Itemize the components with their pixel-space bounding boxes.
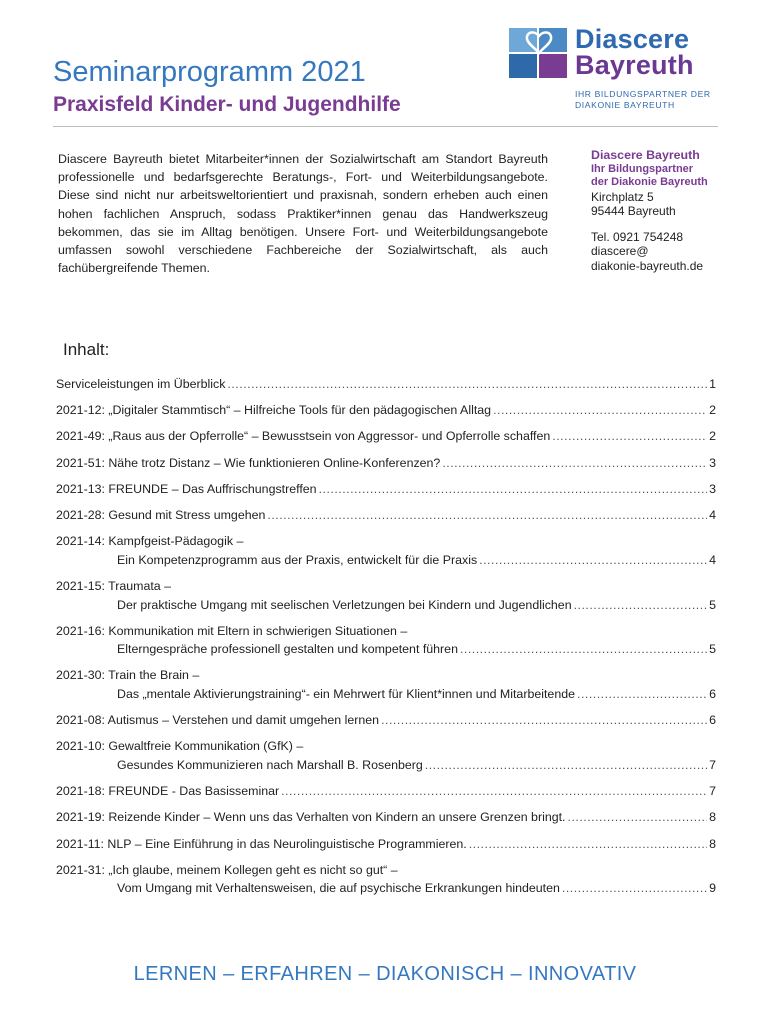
table-of-contents [56,375,716,906]
toc-entry[interactable] [56,506,716,525]
toc-entry-title: 2021-12: „Digitaler Stammtisch“ – Hilfreiche Tools für den pädagogischen Alltag [56,403,492,418]
toc-leader-dots [425,756,707,775]
toc-entry[interactable] [56,532,716,569]
toc-page-number: 3 [709,455,716,470]
toc-page-number: 4 [709,507,716,522]
footer-slogan: LERNEN – ERFAHREN – DIAKONISCH – INNOVATIV [133,963,637,985]
toc-entry[interactable] [56,622,716,659]
toc-entry[interactable] [56,666,716,703]
toc-page-number: 2 [709,403,716,418]
toc-page-number: 8 [709,836,716,851]
toc-leader-dots [574,596,708,615]
toc-page-number: 8 [709,810,716,825]
toc-entry-title: 2021-49: „Raus aus der Opferrolle“ – Bewusstsein von Aggressor- und Opferrolle schaffen [56,429,551,444]
toc-entry-title: 2021-18: FREUNDE - Das Basisseminar [56,784,280,799]
toc-leader-dots [227,375,707,394]
toc-entry-subtitle: Gesundes Kommunizieren nach Marshall B. Rosenberg [117,758,423,773]
toc-leader-dots [562,879,707,898]
toc-entry-subtitle: Vom Umgang mit Verhaltensweisen, die auf psychische Erkrankungen hindeuten [117,881,560,896]
toc-entry-subtitle: Der praktische Umgang mit seelischen Verletzungen bei Kindern und Jugendlichen [117,597,572,612]
toc-page-number: 4 [709,552,716,567]
toc-entry[interactable] [56,454,716,473]
toc-entry[interactable] [56,835,716,854]
toc-leader-dots [442,454,707,473]
contact-phone: Tel. 0921 754248 [591,229,684,244]
toc-entry-title: 2021-13: FREUNDE – Das Auffrischungstreffen [56,481,317,496]
toc-leader-dots [469,835,707,854]
logo-name-line1: Diascere [575,24,690,54]
contact-email-line2: diakonie-bayreuth.de [591,258,704,273]
toc-leader-dots [568,808,708,827]
toc-heading: Inhalt: [63,340,110,359]
toc-entry-title: 2021-08: Autismus – Verstehen und damit umgehen lernen [56,713,380,728]
intro-paragraph: Diascere Bayreuth bietet Mitarbeiter*innen der Sozialwirtschaft am Standort Bayreuth professionelle und bedarfsgerechte Beratungs-, Fort- und Weiterbildungsangebote. Diese sind nicht nur arbeitsweltorientiert und praxisnah, sondern erheben auch einen hohen fachlichen Anspruch, sodass Praktiker*innen genau das Handwerkszeug bekommen, das sie im Alltag benötigen. Unsere Fort- und Weiterbildungsangebote umfassen sowohl verschiedene Fachbereiche der Sozialwirtschaft, als auch fachübergreifende Themen. [58,152,548,276]
contact-street: Kirchplatz 5 [591,189,654,204]
logo-wordmark [575,26,694,78]
toc-leader-dots [319,480,708,499]
toc-entry[interactable] [56,782,716,801]
logo-name-line2: Bayreuth [575,50,694,80]
toc-entry[interactable] [56,375,716,394]
header-divider [53,126,718,127]
toc-leader-dots [577,685,707,704]
logo-mark-icon [509,28,569,80]
toc-leader-dots [281,782,707,801]
page-title: Seminarprogramm 2021 [53,56,366,88]
toc-entry-title: 2021-16: Kommunikation mit Eltern in schwierigen Situationen – [56,623,408,638]
contact-name: Diascere Bayreuth [591,148,700,162]
toc-entry[interactable] [56,861,716,898]
toc-page-number: 1 [709,377,716,391]
toc-leader-dots [493,401,707,420]
toc-page-number: 6 [709,713,716,728]
toc-page-number: 5 [709,597,716,612]
contact-city: 95444 Bayreuth [591,204,676,218]
toc-leader-dots [381,711,707,730]
toc-entry[interactable] [56,401,716,420]
toc-entry-title: 2021-11: NLP – Eine Einführung in das Neurolinguistische Programmieren. [56,836,467,851]
toc-leader-dots [267,506,707,525]
toc-entry[interactable] [56,577,716,614]
toc-entry[interactable] [56,480,716,499]
diascere-logo [509,24,726,116]
toc-entry-subtitle: Ein Kompetenzprogramm aus der Praxis, entwickelt für die Praxis [117,552,478,567]
toc-entry-title: 2021-10: Gewaltfreie Kommunikation (GfK) – [56,739,304,754]
contact-partner-line2: der Diakonie Bayreuth [591,176,708,188]
toc-page-number: 5 [709,642,716,657]
toc-entry-subtitle: Das „mentale Aktivierungstraining“- ein Mehrwert für Klient*innen und Mitarbeitende [117,687,575,702]
toc-entry[interactable] [56,737,716,774]
toc-entry-title: 2021-14: Kampfgeist-Pädagogik – [56,534,244,549]
page-subtitle: Praxisfeld Kinder- und Jugendhilfe [53,93,401,116]
toc-page-number: 6 [709,687,716,702]
toc-page-number: 9 [709,881,716,896]
toc-entry-title: 2021-51: Nähe trotz Distanz – Wie funktionieren Online-Konferenzen? [56,455,441,470]
toc-entry-title: 2021-31: „Ich glaube, meinem Kollegen geht es nicht so gut“ – [56,862,398,877]
toc-entry-title: Serviceleistungen im Überblick [56,377,226,391]
toc-entry[interactable] [56,711,716,730]
toc-page-number: 3 [709,481,716,496]
logo-tagline [575,89,711,111]
toc-entry-title: 2021-15: Traumata – [56,578,172,593]
toc-page-number: 2 [709,429,716,444]
toc-page-number: 7 [709,758,716,773]
contact-partner-line1: Ihr Bildungspartner [591,162,694,175]
toc-entry-title: 2021-28: Gesund mit Stress umgehen [56,507,266,522]
toc-page-number: 7 [709,784,716,799]
toc-leader-dots [460,640,707,659]
toc-entry[interactable] [56,427,716,446]
toc-leader-dots [479,551,707,570]
toc-entry[interactable] [56,808,716,827]
logo-tagline-line2: DIAKONIE BAYREUTH [575,100,675,110]
logo-tagline-line1: IHR BILDUNGSPARTNER DER [575,89,711,99]
contact-block [591,148,731,273]
toc-entry-title: 2021-19: Reizende Kinder – Wenn uns das Verhalten von Kindern an unsere Grenzen bringt. [56,810,566,825]
toc-entry-subtitle: Elterngespräche professionell gestalten und kompetent führen [117,642,458,657]
toc-entry-title: 2021-30: Train the Brain – [56,668,200,683]
contact-email-line1: diascere@ [591,244,649,258]
toc-leader-dots [552,427,707,446]
